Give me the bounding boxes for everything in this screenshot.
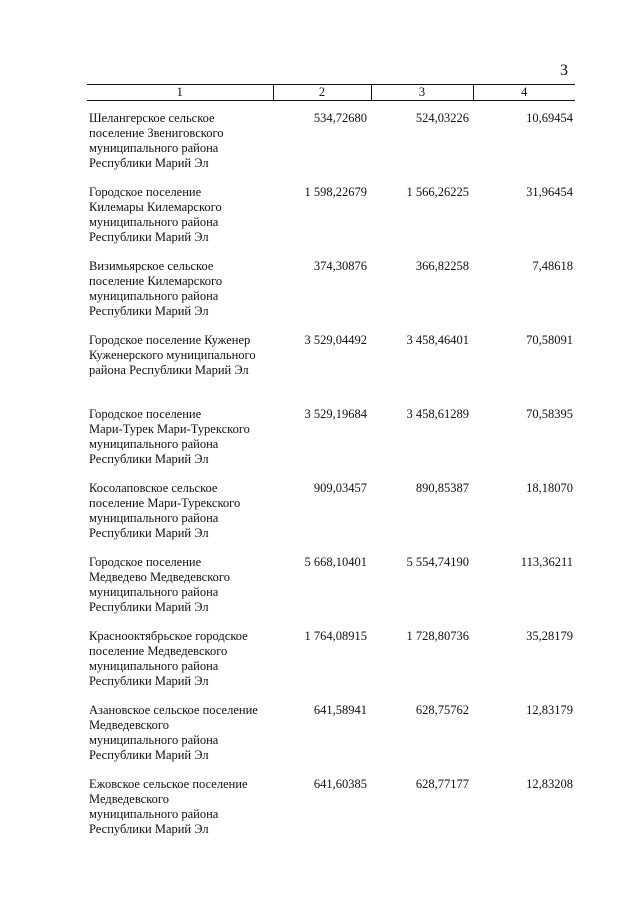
value-col-4: 18,18070	[526, 481, 573, 495]
value-col-3: 5 554,74190	[406, 555, 469, 569]
table-row	[87, 481, 575, 555]
value-col-2: 641,60385	[313, 777, 367, 791]
value-col-3: 3 458,46401	[406, 333, 469, 347]
table-row	[87, 407, 575, 481]
table-row	[87, 777, 575, 851]
value-col-3: 1 728,80736	[406, 629, 469, 643]
table-row	[87, 703, 575, 777]
value-col-3: 524,03226	[415, 111, 469, 125]
value-col-4: 113,36211	[520, 555, 573, 569]
value-col-3: 628,75762	[415, 703, 469, 717]
table-row	[87, 185, 575, 259]
settlement-name: Визимьярское сельское поселение Килемарского муниципального района Республики Марий Эл	[89, 259, 223, 318]
value-col-2: 5 668,10401	[304, 555, 367, 569]
allocation-table	[87, 84, 575, 851]
value-col-2: 641,58941	[313, 703, 367, 717]
value-col-2: 909,03457	[313, 481, 367, 495]
value-col-2: 374,30876	[313, 259, 367, 273]
table-row	[87, 629, 575, 703]
column-header-2: 2	[273, 85, 371, 101]
value-col-3: 366,82258	[415, 259, 469, 273]
value-col-4: 12,83179	[526, 703, 573, 717]
settlement-name: Городское поселение Куженер Куженерского муниципального района Республики Марий Эл	[89, 333, 256, 377]
settlement-name: Городское поселение Мари-Турек Мари-Турекского муниципального района Республики Марий Эл	[89, 407, 250, 466]
value-col-2: 534,72680	[313, 111, 367, 125]
settlement-name: Городское поселение Килемары Килемарского муниципального района Республики Марий Эл	[89, 185, 222, 244]
value-col-4: 35,28179	[526, 629, 573, 643]
value-col-2: 1 598,22679	[304, 185, 367, 199]
page-number: 3	[560, 62, 568, 79]
settlement-name: Косолаповское сельское поселение Мари-Турекского муниципального района Республики Марий Эл	[89, 481, 241, 540]
column-header-1: 1	[87, 85, 273, 101]
value-col-4: 10,69454	[526, 111, 573, 125]
table-row	[87, 555, 575, 629]
value-col-3: 1 566,26225	[406, 185, 469, 199]
value-col-2: 3 529,19684	[304, 407, 367, 421]
column-header-4: 4	[473, 85, 575, 101]
value-col-3: 628,77177	[415, 777, 469, 791]
settlement-name: Азановское сельское поселение Медведевского муниципального района Республики Марий Эл	[89, 703, 258, 762]
value-col-4: 7,48618	[532, 259, 573, 273]
value-col-4: 70,58395	[526, 407, 573, 421]
value-col-4: 12,83208	[526, 777, 573, 791]
table-row	[87, 333, 575, 407]
table-row	[87, 259, 575, 333]
column-header-3: 3	[371, 85, 473, 101]
value-col-4: 31,96454	[526, 185, 573, 199]
settlement-name: Городское поселение Медведево Медведевского муниципального района Республики Марий Эл	[89, 555, 230, 614]
value-col-2: 3 529,04492	[304, 333, 367, 347]
settlement-name: Шелангерское сельское поселение Звениговского муниципального района Республики Марий Эл	[89, 111, 224, 170]
value-col-2: 1 764,08915	[304, 629, 367, 643]
value-col-3: 890,85387	[415, 481, 469, 495]
value-col-3: 3 458,61289	[406, 407, 469, 421]
table-header-row	[87, 85, 575, 101]
value-col-4: 70,58091	[526, 333, 573, 347]
settlement-name: Краснооктябрьское городское поселение Медведевского муниципального района Республики Марий Эл	[89, 629, 248, 688]
table-row	[87, 101, 575, 186]
settlement-name: Ежовское сельское поселение Медведевского муниципального района Республики Марий Эл	[89, 777, 248, 836]
